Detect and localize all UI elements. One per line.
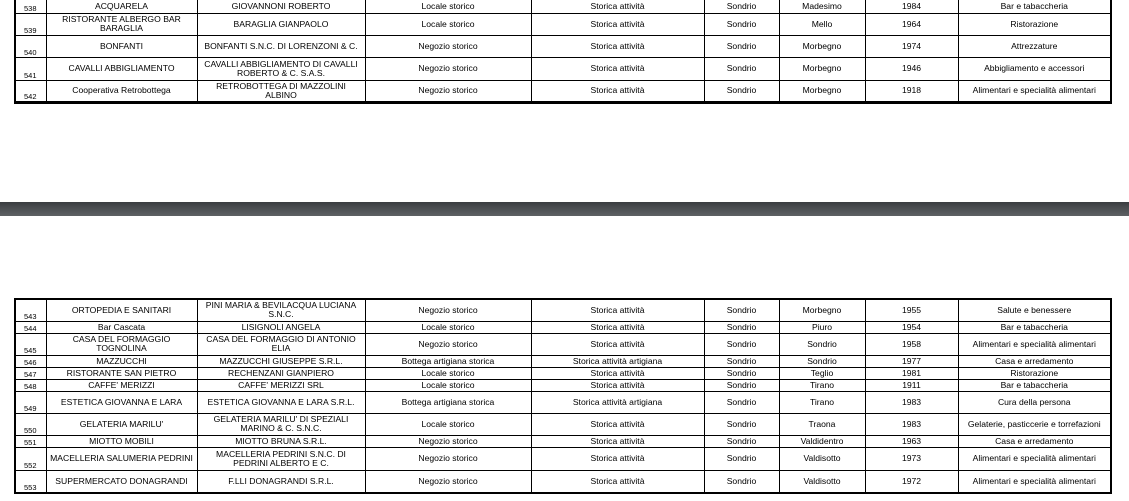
owner-name: CAVALLI ABBIGLIAMENTO DI CAVALLI ROBERTO & C. S.A.S.: [197, 57, 365, 80]
sector: Alimentari e specialità alimentari: [958, 80, 1111, 102]
row-number: 549: [15, 391, 46, 413]
province: Sondrio: [704, 80, 779, 102]
province: Sondrio: [704, 413, 779, 435]
row-number: 548: [15, 379, 46, 391]
table-row: [15, 333, 1111, 355]
business-name: MIOTTO MOBILI: [46, 435, 197, 447]
category: Negozio storico: [365, 35, 531, 57]
year: 1984: [865, 0, 958, 13]
province: Sondrio: [704, 333, 779, 355]
municipality: Traona: [779, 413, 865, 435]
municipality: Tirano: [779, 379, 865, 391]
sector: Salute e benessere: [958, 299, 1111, 321]
category: Negozio storico: [365, 447, 531, 470]
province: Sondrio: [704, 35, 779, 57]
sector: Casa e arredamento: [958, 435, 1111, 447]
sector: Alimentari e specialità alimentari: [958, 447, 1111, 470]
year: 1918: [865, 80, 958, 102]
row-number: 541: [15, 57, 46, 80]
table-row: [15, 13, 1111, 35]
owner-name: GELATERIA MARILU' DI SPEZIALI MARINO & C. S.N.C.: [197, 413, 365, 435]
row-number: 539: [15, 13, 46, 35]
sector: Alimentari e specialità alimentari: [958, 333, 1111, 355]
owner-name: CASA DEL FORMAGGIO DI ANTONIO ELIA: [197, 333, 365, 355]
municipality: Valdisotto: [779, 470, 865, 493]
row-number: 553: [15, 470, 46, 493]
business-name: BONFANTI: [46, 35, 197, 57]
sector: Abbigliamento e accessori: [958, 57, 1111, 80]
municipality: Valdisotto: [779, 447, 865, 470]
owner-name: RETROBOTTEGA DI MAZZOLINI ALBINO: [197, 80, 365, 102]
table-row: [15, 57, 1111, 80]
business-name: Cooperativa Retrobottega: [46, 80, 197, 102]
municipality: Morbegno: [779, 299, 865, 321]
province: Sondrio: [704, 13, 779, 35]
business-name: ESTETICA GIOVANNA E LARA: [46, 391, 197, 413]
owner-name: PINI MARIA & BEVILACQUA LUCIANA S.N.C.: [197, 299, 365, 321]
category: Negozio storico: [365, 333, 531, 355]
category: Negozio storico: [365, 80, 531, 102]
municipality: Sondrio: [779, 355, 865, 367]
municipality: Piuro: [779, 321, 865, 333]
sector: Cura della persona: [958, 391, 1111, 413]
spreadsheet-page-2: [14, 298, 1112, 494]
business-name: GELATERIA MARILU': [46, 413, 197, 435]
table-body-page-1: [15, 0, 1111, 102]
owner-name: MACELLERIA PEDRINI S.N.C. DI PEDRINI ALBERTO E C.: [197, 447, 365, 470]
row-number: 546: [15, 355, 46, 367]
recognition: Storica attività: [531, 299, 704, 321]
province: Sondrio: [704, 0, 779, 13]
row-number: 538: [15, 0, 46, 13]
row-number: 542: [15, 80, 46, 102]
page-gap-top: [0, 104, 1129, 202]
recognition: Storica attività artigiana: [531, 391, 704, 413]
row-number: 547: [15, 367, 46, 379]
row-number: 545: [15, 333, 46, 355]
province: Sondrio: [704, 435, 779, 447]
sector: Ristorazione: [958, 13, 1111, 35]
recognition: Storica attività: [531, 0, 704, 13]
year: 1954: [865, 321, 958, 333]
recognition: Storica attività: [531, 435, 704, 447]
recognition: Storica attività: [531, 379, 704, 391]
business-name: CAVALLI ABBIGLIAMENTO: [46, 57, 197, 80]
table-row: [15, 321, 1111, 333]
owner-name: LISIGNOLI ANGELA: [197, 321, 365, 333]
owner-name: MAZZUCCHI GIUSEPPE S.R.L.: [197, 355, 365, 367]
row-number: 540: [15, 35, 46, 57]
recognition: Storica attività: [531, 13, 704, 35]
category: Locale storico: [365, 413, 531, 435]
recognition: Storica attività: [531, 80, 704, 102]
business-name: CAFFE' MERIZZI: [46, 379, 197, 391]
year: 1973: [865, 447, 958, 470]
year: 1946: [865, 57, 958, 80]
year: 1958: [865, 333, 958, 355]
sector: Bar e tabaccheria: [958, 321, 1111, 333]
recognition: Storica attività: [531, 35, 704, 57]
row-number: 551: [15, 435, 46, 447]
row-number: 543: [15, 299, 46, 321]
sector: Gelaterie, pasticcerie e torrefazioni: [958, 413, 1111, 435]
municipality: Mello: [779, 13, 865, 35]
owner-name: BONFANTI S.N.C. DI LORENZONI & C.: [197, 35, 365, 57]
category: Negozio storico: [365, 57, 531, 80]
table-row: [15, 367, 1111, 379]
business-name: MACELLERIA SALUMERIA PEDRINI: [46, 447, 197, 470]
category: Negozio storico: [365, 299, 531, 321]
business-name: Bar Cascata: [46, 321, 197, 333]
business-name: SUPERMERCATO DONAGRANDI: [46, 470, 197, 493]
page-divider: [0, 202, 1129, 216]
table-row: [15, 355, 1111, 367]
owner-name: ESTETICA GIOVANNA E LARA S.R.L.: [197, 391, 365, 413]
recognition: Storica attività: [531, 57, 704, 80]
table-body-page-2: [15, 299, 1111, 493]
sector: Alimentari e specialità alimentari: [958, 470, 1111, 493]
province: Sondrio: [704, 379, 779, 391]
recognition: Storica attività: [531, 333, 704, 355]
recognition: Storica attività: [531, 321, 704, 333]
table-row: [15, 35, 1111, 57]
business-name: RISTORANTE SAN PIETRO: [46, 367, 197, 379]
row-number: 544: [15, 321, 46, 333]
category: Locale storico: [365, 13, 531, 35]
category: Negozio storico: [365, 435, 531, 447]
province: Sondrio: [704, 470, 779, 493]
year: 1972: [865, 470, 958, 493]
owner-name: MIOTTO BRUNA S.R.L.: [197, 435, 365, 447]
category: Locale storico: [365, 379, 531, 391]
business-name: CASA DEL FORMAGGIO TOGNOLINA: [46, 333, 197, 355]
owner-name: CAFFE' MERIZZI SRL: [197, 379, 365, 391]
owner-name: F.LLI DONAGRANDI S.R.L.: [197, 470, 365, 493]
table-row: [15, 435, 1111, 447]
municipality: Morbegno: [779, 57, 865, 80]
recognition: Storica attività: [531, 470, 704, 493]
municipality: Morbegno: [779, 35, 865, 57]
year: 1964: [865, 13, 958, 35]
category: Bottega artigiana storica: [365, 391, 531, 413]
province: Sondrio: [704, 355, 779, 367]
province: Sondrio: [704, 391, 779, 413]
category: Bottega artigiana storica: [365, 355, 531, 367]
table-row: [15, 447, 1111, 470]
recognition: Storica attività artigiana: [531, 355, 704, 367]
province: Sondrio: [704, 299, 779, 321]
table-row: [15, 299, 1111, 321]
row-number: 550: [15, 413, 46, 435]
owner-name: BARAGLIA GIANPAOLO: [197, 13, 365, 35]
municipality: Morbegno: [779, 80, 865, 102]
recognition: Storica attività: [531, 447, 704, 470]
business-name: ORTOPEDIA E SANITARI: [46, 299, 197, 321]
year: 1974: [865, 35, 958, 57]
table-row: [15, 470, 1111, 493]
business-name: MAZZUCCHI: [46, 355, 197, 367]
municipality: Teglio: [779, 367, 865, 379]
owner-name: RECHENZANI GIANPIERO: [197, 367, 365, 379]
sector: Attrezzature: [958, 35, 1111, 57]
year: 1981: [865, 367, 958, 379]
year: 1963: [865, 435, 958, 447]
year: 1911: [865, 379, 958, 391]
sector: Bar e tabaccheria: [958, 379, 1111, 391]
recognition: Storica attività: [531, 413, 704, 435]
sector: Ristorazione: [958, 367, 1111, 379]
sector: Casa e arredamento: [958, 355, 1111, 367]
sector: Bar e tabaccheria: [958, 0, 1111, 13]
recognition: Storica attività: [531, 367, 704, 379]
province: Sondrio: [704, 321, 779, 333]
table-row: [15, 80, 1111, 102]
year: 1983: [865, 391, 958, 413]
business-name: RISTORANTE ALBERGO BAR BARAGLIA: [46, 13, 197, 35]
table-row: [15, 379, 1111, 391]
page-gap-bottom: [0, 216, 1129, 298]
municipality: Madesimo: [779, 0, 865, 13]
year: 1983: [865, 413, 958, 435]
table-row: [15, 413, 1111, 435]
year: 1977: [865, 355, 958, 367]
spreadsheet-page-1: [14, 0, 1112, 104]
municipality: Tirano: [779, 391, 865, 413]
year: 1955: [865, 299, 958, 321]
business-name: ACQUARELA: [46, 0, 197, 13]
category: Locale storico: [365, 321, 531, 333]
category: Locale storico: [365, 367, 531, 379]
province: Sondrio: [704, 367, 779, 379]
category: Negozio storico: [365, 470, 531, 493]
municipality: Sondrio: [779, 333, 865, 355]
owner-name: GIOVANNONI ROBERTO: [197, 0, 365, 13]
province: Sondrio: [704, 447, 779, 470]
table-row: [15, 0, 1111, 13]
province: Sondrio: [704, 57, 779, 80]
category: Locale storico: [365, 0, 531, 13]
row-number: 552: [15, 447, 46, 470]
table-row: [15, 391, 1111, 413]
municipality: Valdidentro: [779, 435, 865, 447]
